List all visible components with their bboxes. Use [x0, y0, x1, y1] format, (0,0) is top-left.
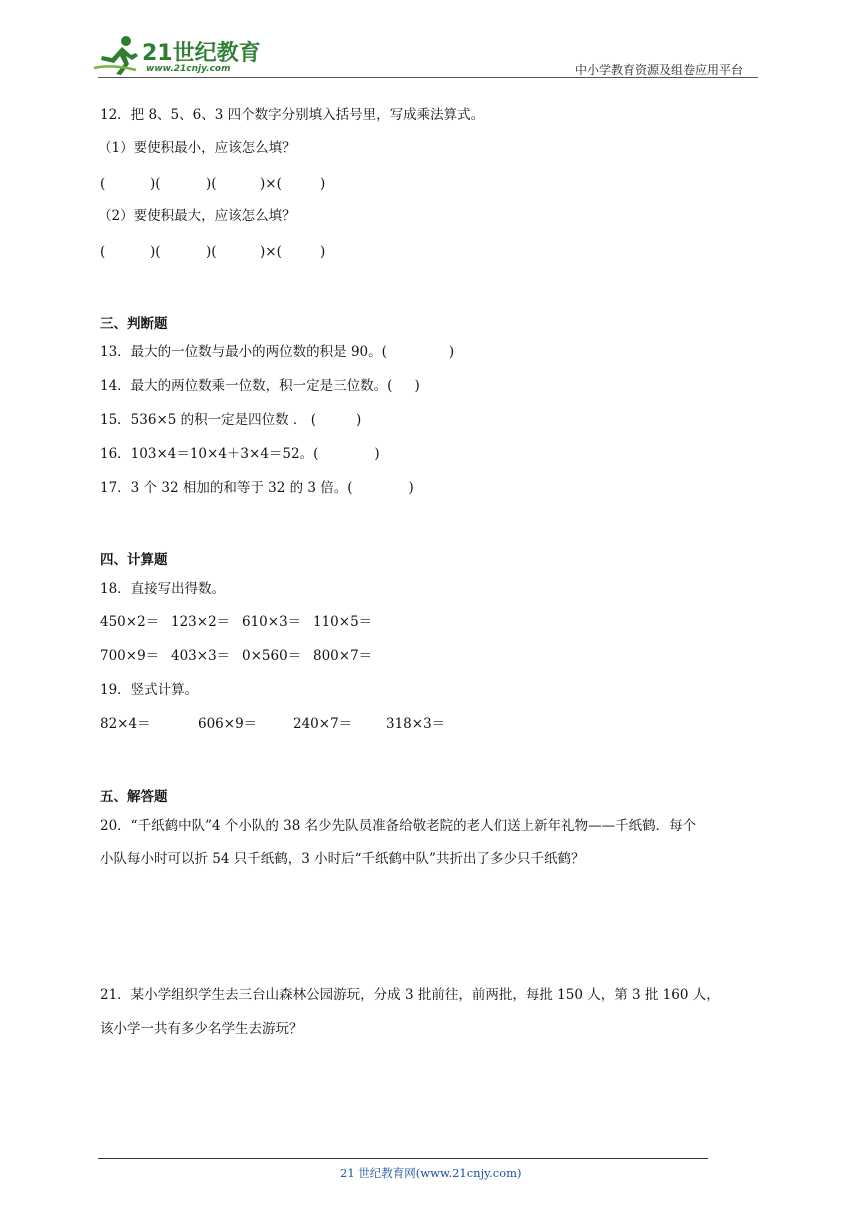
q12-stem: 12．把 8、5、6、3 四个数字分别填入括号里，写成乘法算式。: [100, 107, 485, 123]
platform-name: 中小学教育资源及组卷应用平台: [575, 63, 744, 77]
footer-divider: [98, 1158, 708, 1159]
q15: 15．536×5 的积一定是四位数 ． ( ): [100, 412, 362, 428]
q21-line1: 21．某小学组织学生去三台山森林公园游玩，分成 3 批前往，前两批，每批 150 人，第 3 批 160 人，: [100, 987, 720, 1003]
q13: 13．最大的一位数与最小的两位数的积是 90。( ): [100, 344, 455, 360]
section5-title: 五、解答题: [100, 789, 168, 805]
q17: 17．3 个 32 相加的和等于 32 的 3 倍。( ): [100, 480, 414, 496]
q12-blanks-min: ( )( )( )×( ): [100, 176, 326, 192]
q16: 16．103×4＝10×4＋3×4＝52。( ): [100, 446, 380, 462]
q12-blanks-max: ( )( )( )×( ): [100, 244, 326, 260]
calc-row-3: 82×4＝ 606×9＝ 240×7＝ 318×3＝: [100, 716, 446, 732]
q12-part1: （1）要使积最小，应该怎么填？: [98, 140, 296, 156]
calc-row-1: 450×2＝ 123×2＝ 610×3＝ 110×5＝: [100, 614, 373, 630]
q21-line2: 该小学一共有多少名学生去游玩？: [100, 1021, 303, 1037]
q12-part2: （2）要使积最大，应该怎么填？: [98, 208, 296, 224]
q20-line2: 小队每小时可以折 54 只千纸鹤，3 小时后“千纸鹤中队”共折出了多少只千纸鹤？: [100, 851, 585, 867]
logo-url: www.21cnjy.com: [146, 64, 231, 74]
q19: 19．竖式计算。: [100, 682, 199, 698]
header-divider: [98, 77, 758, 78]
q20-line1: 20．“千纸鹤中队”4 个小队的 38 名少先队员准备给敬老院的老人们送上新年礼物——千纸鹤．每个: [100, 818, 697, 834]
footer-link[interactable]: 21 世纪教育网(www.21cnjy.com): [340, 1166, 522, 1180]
runner-logo-icon: [92, 34, 144, 76]
logo-text: 21世纪教育: [142, 41, 261, 66]
section4-title: 四、计算题: [100, 552, 168, 568]
section3-title: 三、判断题: [100, 316, 168, 332]
q14: 14．最大的两位数乘一位数，积一定是三位数。( ): [100, 378, 420, 394]
calc-row-2: 700×9＝ 403×3＝ 0×560＝ 800×7＝: [100, 648, 373, 664]
q18: 18．直接写出得数。: [100, 581, 226, 597]
